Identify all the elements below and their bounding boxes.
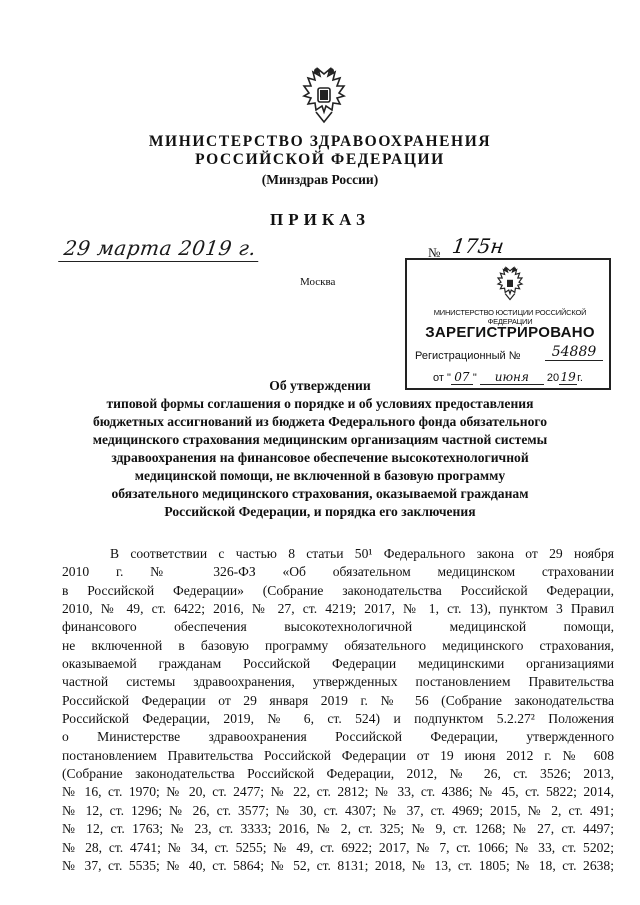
body-line: Российской Федерации, 2019, № 6, ст. 524) и подпунктом 5.2.27² Положения: [62, 711, 614, 727]
body-line: Российской Федерации от 29 января 2019 г. № 56 (Собрание законодательства: [62, 692, 614, 708]
body-line: частной системы здравоохранения, утвержденных постановлением Правительства: [62, 674, 614, 690]
order-number-label: №: [428, 245, 441, 260]
stamp-status: ЗАРЕГИСТРИРОВАНО: [425, 324, 595, 341]
title-line: здравоохранения на финансовое обеспечение высокотехнологичной: [111, 450, 529, 465]
stamp-date-mid: ": [472, 372, 477, 384]
stamp-reg-number: 54889: [545, 344, 603, 361]
order-body: [62, 545, 614, 875]
stamp-emblem-icon: [493, 266, 527, 302]
title-line: медицинского страхования медицинским организациям частной системы: [92, 432, 548, 447]
ministry-line-1: МИНИСТЕРСТВО ЗДРАВООХРАНЕНИЯ: [148, 133, 492, 150]
body-line: № 16, ст. 1970; № 20, ст. 2477; № 22, ст. 2812; № 33, ст. 4386; № 45, ст. 5822; 2014,: [62, 784, 614, 800]
stamp-date-year: 19: [560, 370, 576, 384]
title-line: Об утверждении: [269, 378, 371, 393]
body-line: В соответствии с частью 8 статьи 50¹ Федерального закона от 29 ноября: [110, 546, 614, 561]
order-date-handwritten: 29 марта 2019 г.: [58, 236, 262, 262]
body-line: № 37, ст. 5535; № 40, ст. 5864; № 52, ст. 8131; 2018, № 13, ст. 1805; № 18, ст. 2638;: [62, 857, 614, 873]
body-line: не включенной в базовую программу обязательного медицинского страхования,: [62, 637, 614, 653]
stamp-date-day: 07: [451, 370, 473, 385]
city: Москва: [300, 276, 336, 288]
title-line: бюджетных ассигнований из бюджета Федерального фонда обязательного: [92, 414, 548, 429]
title-line: Российской Федерации, и порядка его заключения: [164, 504, 476, 519]
stamp-reg-label: Регистрационный №: [415, 350, 521, 362]
body-line: 2010 г. № 326-ФЗ «Об обязательном медицинском страховании: [62, 564, 614, 580]
body-line: постановлением Правительства Российской Федерации от 19 июня 2012 г. № 608: [62, 747, 614, 763]
body-line: о Министерстве здравоохранения Российской Федерации, утвержденного: [62, 729, 614, 745]
body-line: № 28, ст. 4741; № 34, ст. 5255; № 49, ст. 6922; 2017, № 7, ст. 1066; № 33, ст. 5202;: [62, 839, 614, 855]
stamp-date-suffix: г.: [577, 372, 583, 384]
order-title: [40, 377, 600, 521]
ministry-name: [0, 133, 640, 169]
stamp-date-prefix: от ": [433, 372, 451, 384]
document-type: ПРИКАЗ: [270, 210, 370, 229]
body-line: 2010, № 49, ст. 6422; 2016, № 27, ст. 4219; 2017, № 1, ст. 13), пунктом 3 Правил: [62, 601, 614, 617]
coat-of-arms-icon: [296, 66, 352, 126]
body-line: в Российской Федерации» (Собрание законодательства Российской Федерации,: [62, 582, 614, 598]
stamp-organization: МИНИСТЕРСТВО ЮСТИЦИИ РОССИЙСКОЙ ФЕДЕРАЦИИ: [433, 308, 587, 326]
ministry-line-2: РОССИЙСКОЙ ФЕДЕРАЦИИ: [195, 151, 445, 168]
stamp-date-month: июня: [480, 370, 544, 385]
registration-stamp: [405, 258, 611, 390]
ministry-short-name: (Минздрав России): [261, 172, 379, 187]
body-line: оказываемой гражданам Российской Федерации медицинскими организациями: [62, 656, 614, 672]
stamp-date-year-prefix: 20: [546, 372, 560, 384]
body-line: № 12, ст. 1763; № 23, ст. 3333; 2016, № 2, ст. 325; № 9, ст. 1268; № 27, ст. 4497;: [62, 821, 614, 837]
order-number-handwritten: 175н: [442, 234, 514, 259]
body-line: (Собрание законодательства Российской Федерации, 2012, № 26, ст. 3526; 2013,: [62, 766, 614, 782]
title-line: медицинской помощи, не включенной в базовую программу: [134, 468, 506, 483]
title-line: обязательного медицинского страхования, оказываемой гражданам: [111, 486, 529, 501]
title-line: типовой формы соглашения о порядке и об условиях предоставления: [106, 396, 534, 411]
body-line: финансового обеспечения высокотехнологичной медицинской помощи,: [62, 619, 614, 635]
body-line: № 12, ст. 1296; № 26, ст. 3577; № 30, ст. 4307; № 37, ст. 4969; 2015, № 2, ст. 491;: [62, 802, 614, 818]
